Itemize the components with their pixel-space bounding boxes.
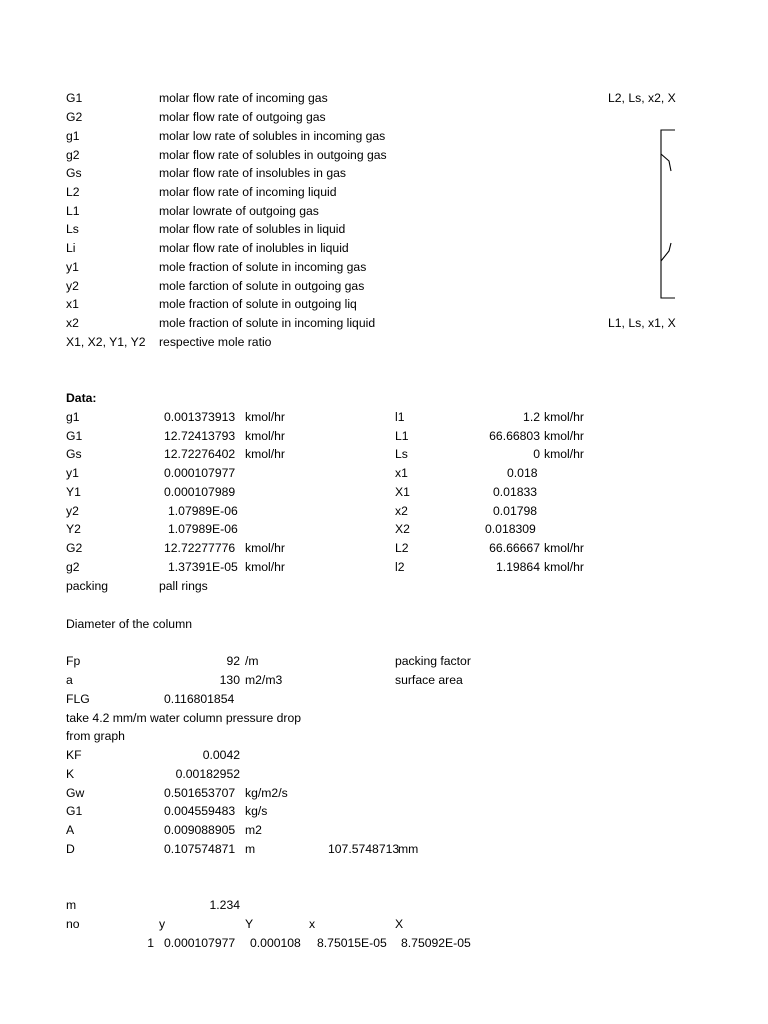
data-value: 0.018309 [485,522,536,536]
a-note: surface area [395,673,463,687]
def-meaning: molar flow rate of inolubles in liquid [159,241,349,255]
data-value: 66.66667 [489,541,540,555]
data-value: 0.000107977 [164,466,236,480]
row-y-upper: 0.000108 [250,936,301,950]
m-label: m [66,898,77,912]
diagram-top-label: L2, Ls, x2, X [608,91,676,105]
data-unit: kmol/hr [245,541,285,555]
data-name: L2 [395,541,409,555]
d-mm-value: 107.5748713 [328,842,400,856]
def-meaning: mole fraction of solute in outgoing liq [159,297,357,311]
data-name: x1 [395,466,408,480]
def-symbol: Li [66,241,76,255]
gw-value: 0.501653707 [164,786,236,800]
def-meaning: molar flow rate of solubles in liquid [159,222,346,236]
data-unit: kmol/hr [245,410,285,424]
data-value: 0.018 [507,466,538,480]
data-unit: kmol/hr [544,410,584,424]
def-meaning: respective mole ratio [159,335,272,349]
data-value: 66.66803 [489,429,540,443]
def-meaning: molar lowrate of outgoing gas [159,204,319,218]
def-meaning: molar low rate of solubles in incoming gas [159,129,386,143]
data-name: y2 [66,504,79,518]
data-name: G1 [66,429,83,443]
def-meaning: molar flow rate of incoming liquid [159,185,337,199]
fp-value: 92 [226,654,240,668]
diagram-bottom-label: L1, Ls, x1, X [608,316,676,330]
column-diagram [655,125,675,305]
row-x-lower: 8.75015E-05 [317,936,387,950]
data-unit: kmol/hr [245,429,285,443]
data-name: G2 [66,541,83,555]
data-name: Gs [66,447,82,461]
g1-label: G1 [66,804,83,818]
def-symbol: x1 [66,297,79,311]
data-value: 1.07989E-06 [168,504,238,518]
gw-unit: kg/m2/s [245,786,288,800]
data-unit: kmol/hr [245,447,285,461]
g1-unit: kg/s [245,804,268,818]
header-y-upper: Y [245,917,254,931]
d-unit: m [245,842,256,856]
data-name: x2 [395,504,408,518]
row-y-lower: 0.000107977 [164,936,236,950]
def-meaning: molar flow rate of outgoing gas [159,110,326,124]
a-unit: m2/m3 [245,673,283,687]
data-value: 12.72413793 [164,429,236,443]
a-value: 130 [219,673,240,687]
area-label: A [66,823,75,837]
graph-note: from graph [66,729,125,743]
def-symbol: y1 [66,260,79,274]
flg-label: FLG [66,692,90,706]
data-value: 0 [533,447,540,461]
header-x-upper: X [395,917,404,931]
data-name: y1 [66,466,79,480]
data-name: X2 [395,522,410,536]
def-symbol: y2 [66,279,79,293]
k-label: K [66,767,75,781]
data-value: 1.37391E-05 [168,560,238,574]
def-symbol: L2 [66,185,80,199]
d-value: 0.107574871 [164,842,236,856]
def-symbol: x2 [66,316,79,330]
data-name: g2 [66,560,80,574]
kf-value: 0.0042 [202,748,240,762]
def-symbol: g2 [66,148,80,162]
data-name: Ls [395,447,408,461]
data-value: 1.19864 [495,560,540,574]
data-value: 1.07989E-06 [168,522,238,536]
data-value: pall rings [159,579,208,593]
header-y-lower: y [159,917,166,931]
data-unit: kmol/hr [245,560,285,574]
fp-label: Fp [66,654,81,668]
def-meaning: molar flow rate of solubles in outgoing gas [159,148,387,162]
row-no: 1 [147,936,154,950]
data-name: packing [66,579,109,593]
data-name: l1 [395,410,405,424]
diameter-heading: Diameter of the column [66,617,192,631]
area-unit: m2 [245,823,262,837]
kf-label: KF [66,748,82,762]
data-name: L1 [395,429,409,443]
row-x-upper: 8.75092E-05 [401,936,471,950]
data-name: Y1 [66,485,81,499]
m-value: 1.234 [209,898,240,912]
pressure-drop-note: take 4.2 mm/m water column pressure drop [66,711,302,725]
def-symbol: X1, X2, Y1, Y2 [66,335,146,349]
d-label: D [66,842,75,856]
g1-value: 0.004559483 [164,804,236,818]
def-symbol: g1 [66,129,80,143]
fp-unit: /m [245,654,259,668]
def-symbol: G1 [66,91,83,105]
def-meaning: mole fraction of solute in incoming liquid [159,316,376,330]
data-value: 12.72276402 [164,447,236,461]
data-value: 0.000107989 [164,485,236,499]
data-value: 0.01833 [493,485,538,499]
def-meaning: mole farction of solute in outgoing gas [159,279,365,293]
data-name: X1 [395,485,410,499]
data-name: g1 [66,410,80,424]
outlet-arrow-icon [661,243,671,261]
data-unit: kmol/hr [544,447,584,461]
fp-note: packing factor [395,654,471,668]
def-meaning: molar flow rate of insolubles in gas [159,166,346,180]
data-heading: Data: [66,391,97,405]
def-symbol: Gs [66,166,82,180]
k-value: 0.00182952 [175,767,240,781]
data-value: 1.2 [523,410,540,424]
data-unit: kmol/hr [544,429,584,443]
d-mm-unit: mm [398,842,419,856]
header-x-lower: x [309,917,316,931]
def-symbol: L1 [66,204,80,218]
flg-value: 0.116801854 [164,692,235,706]
data-value: 12.72277776 [164,541,236,555]
def-meaning: mole fraction of solute in incoming gas [159,260,367,274]
data-unit: kmol/hr [544,560,584,574]
header-no: no [66,917,80,931]
data-value: 0.01798 [493,504,538,518]
data-unit: kmol/hr [544,541,584,555]
a-label: a [66,673,73,687]
data-name: l2 [395,560,405,574]
gw-label: Gw [66,786,85,800]
area-value: 0.009088905 [164,823,236,837]
data-value: 0.001373913 [164,410,236,424]
def-symbol: G2 [66,110,83,124]
data-name: Y2 [66,522,81,536]
def-symbol: Ls [66,222,79,236]
inlet-arrow-icon [661,154,671,171]
def-meaning: molar flow rate of incoming gas [159,91,328,105]
